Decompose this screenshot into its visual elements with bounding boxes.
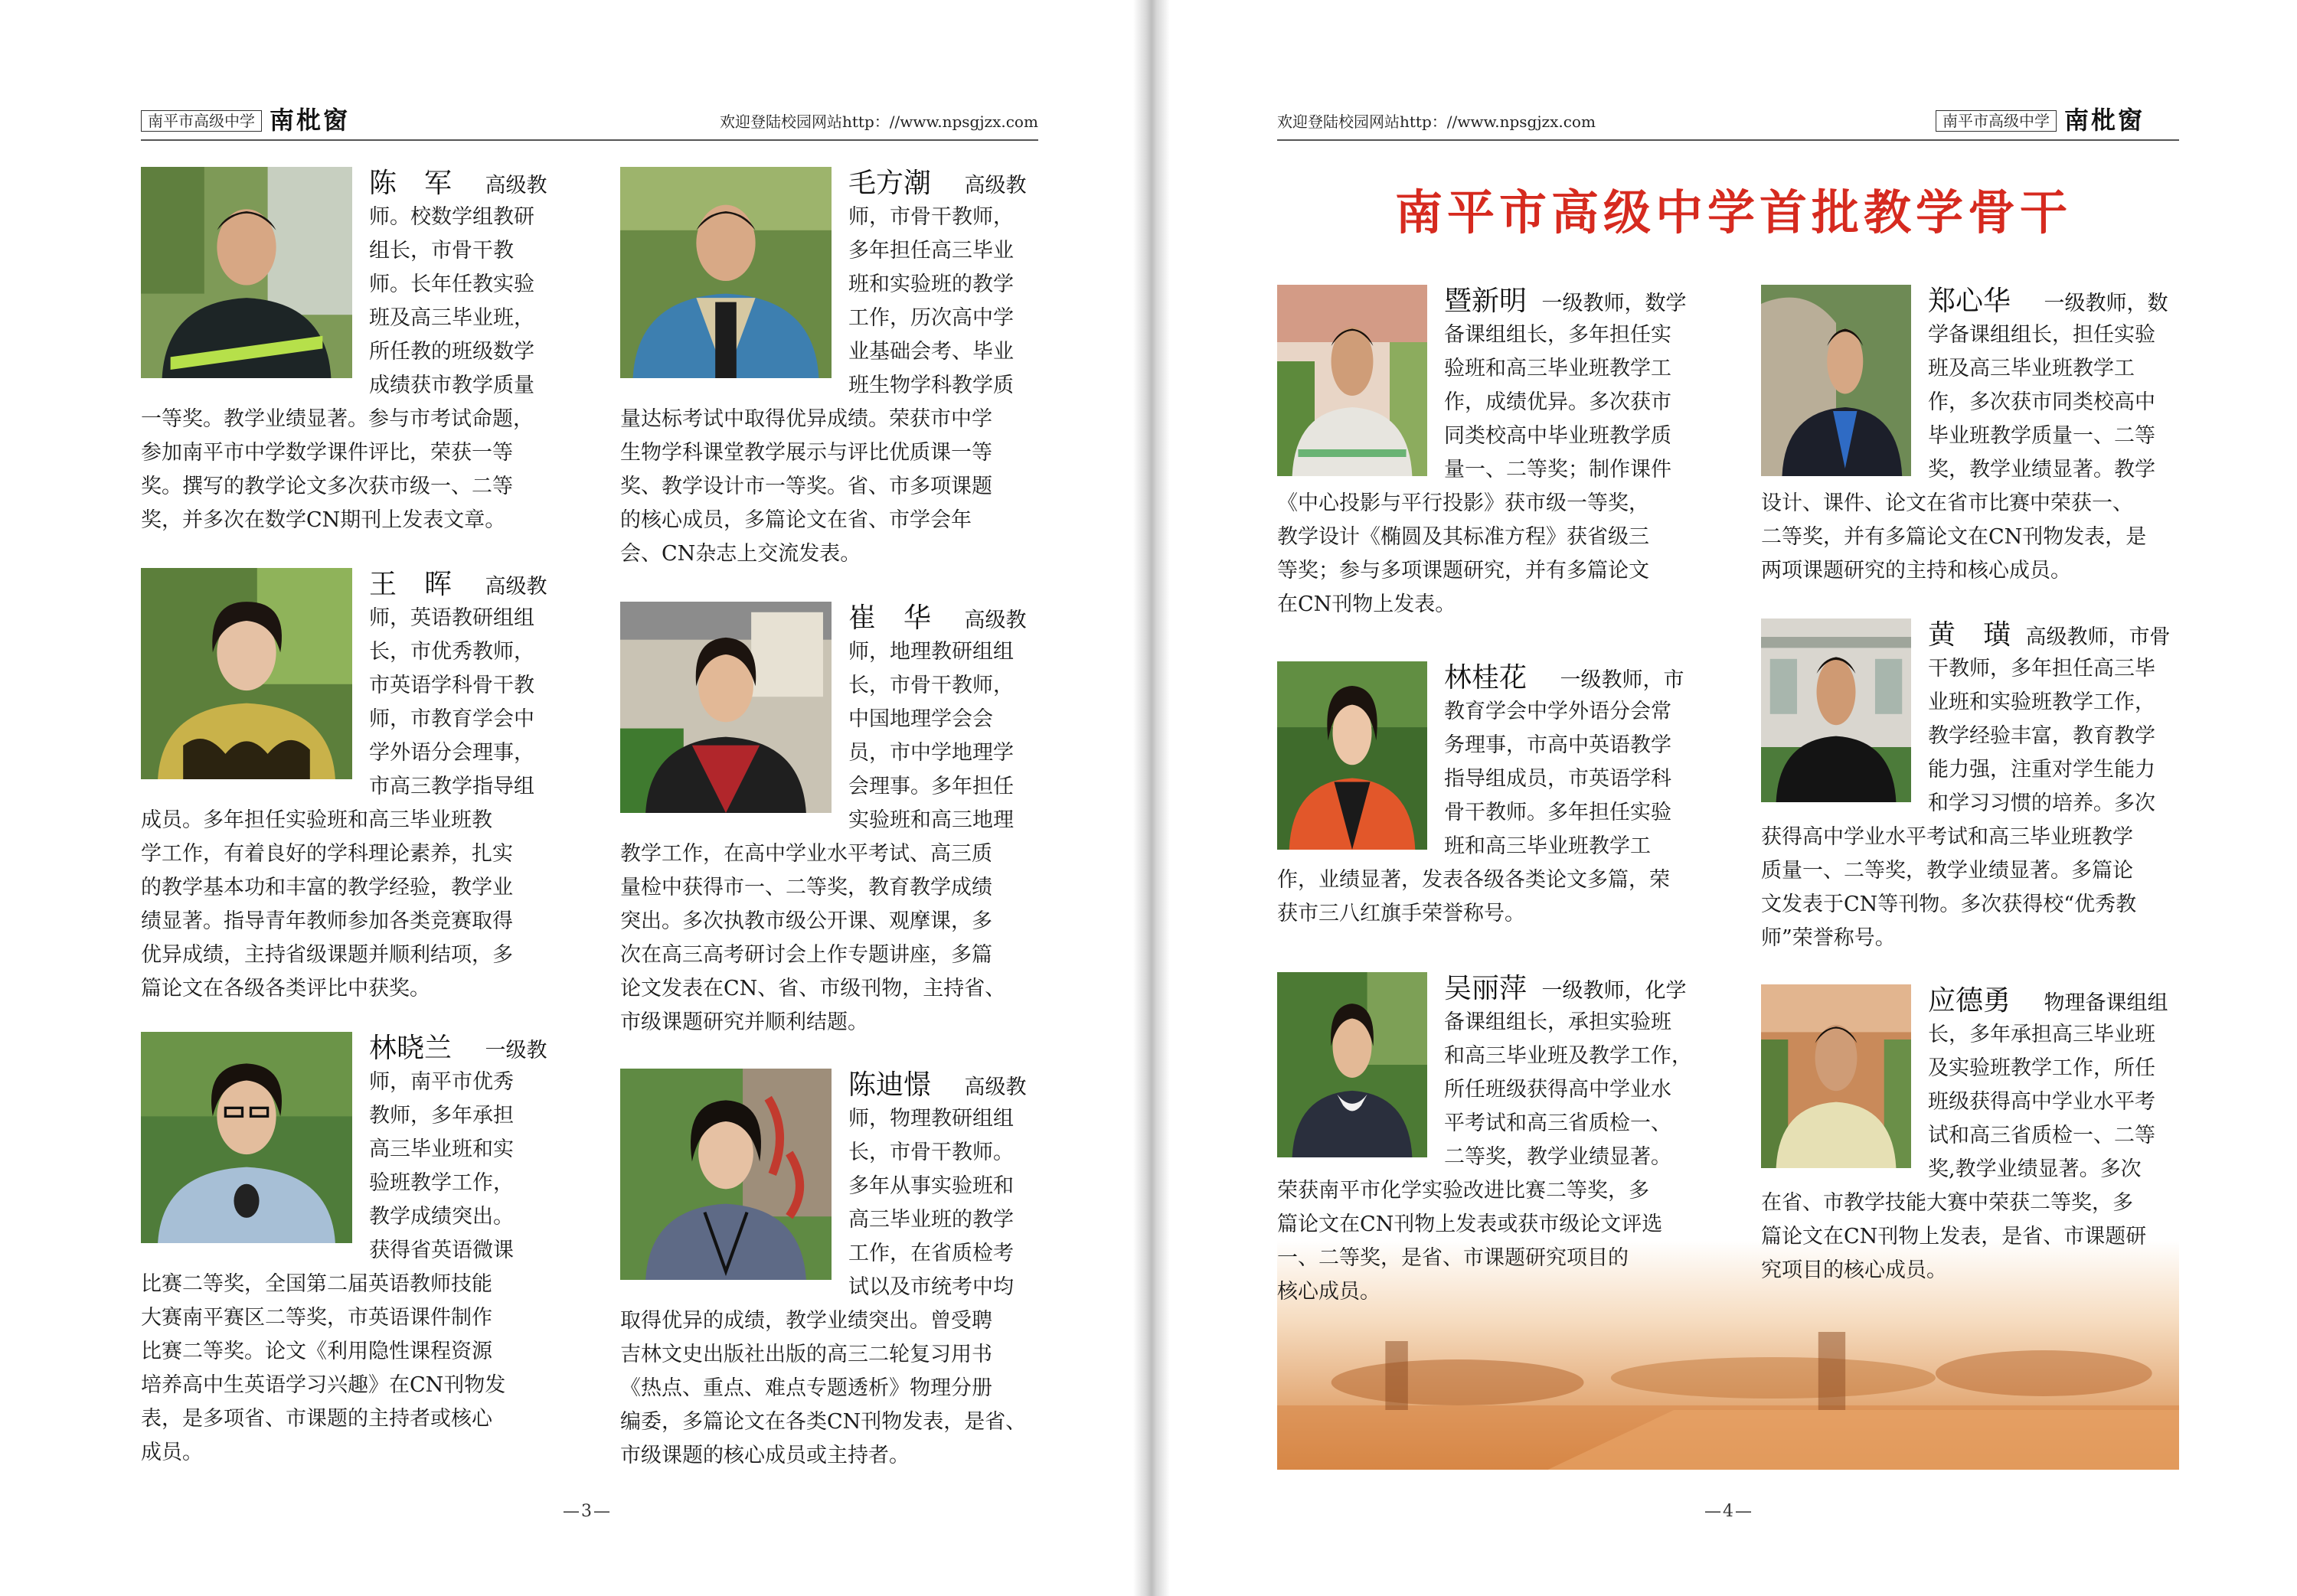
teacher-rank: 一级教师，数 <box>2044 292 2168 315</box>
left-header <box>0 107 1133 145</box>
profile-side-text: 学备课组组长，担任实验 班及高三毕业班教学工 作，多次获市同类校高中 毕业班教学质量一、二等 奖，教学业绩显著。教学 <box>1928 323 2155 481</box>
teacher-rank: 一级教师，数学 <box>1541 292 1687 315</box>
left-page <box>0 0 1133 1596</box>
profile-body-text: 设计、课件、论文在省市比赛中荣获一、 二等奖，并有多篇论文在CN刊物发表，是 两项课题研究的主持和核心成员。 <box>1761 491 2147 583</box>
profile-body-text: 教学工作，在高中学业水平考试、高三质 量检中获得市一、二等奖，教育教学成绩 突出。多次执教市级公开课、观摩课，多 次在高三高考研讨会上作专题讲座，多篇 论文发表在CN、省、市级刊物，主持省、 市级课题研究并顺利结题。 <box>620 842 1006 1034</box>
teacher-rank: 高级教 <box>485 575 547 599</box>
header-rule <box>141 139 1038 141</box>
website-url: 欢迎登陆校园网站http：//www.npsgjzx.com <box>1277 113 1596 131</box>
profile-side-text: 长，多年承担高三毕业班 及实验班教学工作，所任 班级获得高中学业水平考 试和高三省质检一、二等 奖,教学业绩显著。多次 <box>1928 1023 2155 1181</box>
teacher-name: 王 晖 <box>369 569 453 600</box>
teacher-rank: 一级教师，化学 <box>1541 979 1687 1003</box>
profile-body-text: 作，业绩显著，发表各级各类论文多篇，荣 获市三八红旗手荣誉称号。 <box>1277 868 1670 925</box>
brand-logo: 南枇窗 <box>270 106 351 135</box>
teacher-name: 黄 璜 <box>1928 619 2011 651</box>
teacher-name: 林桂花 <box>1444 662 1528 694</box>
profile-body-text: 《中心投影与平行投影》获市级一等奖， 教学设计《椭圆及其标准方程》获省级三 等奖；参与多项课题研究，并有多篇论文 在CN刊物上发表。 <box>1277 491 1649 616</box>
website-url: 欢迎登陆校园网站http：//www.npsgjzx.com <box>720 113 1038 131</box>
right-header <box>1170 107 2297 145</box>
profile-side-text: 备课组组长，承担实验班 和高三毕业班及教学工作， 所任班级获得高中学业水 平考试和高三省质检一、 二等奖，教学业绩显著。 <box>1444 1010 1692 1169</box>
header-rule <box>1277 139 2179 141</box>
profile-side-text: 师。校数学组教研 组长，市骨干教 师。长年任教实验 班及高三毕业班， 所任教的班级数学 成绩获市教学质量 <box>369 205 534 397</box>
profile-side-text: 干教师，多年担任高三毕 业班和实验班教学工作， 教学经验丰富，教育教学 能力强，注重对学生能力 和学习习惯的培养。多次 <box>1928 657 2155 815</box>
teacher-name: 郑心华 <box>1928 286 2011 317</box>
teacher-photo <box>141 568 352 779</box>
teacher-rank: 物理备课组组 <box>2044 991 2168 1015</box>
profile-side-text: 师，南平市优秀 教师，多年承担 高三毕业班和实 验班教学工作， 教学成绩突出。 获得省英语微课 <box>369 1070 514 1262</box>
teacher-name: 吴丽萍 <box>1444 973 1528 1004</box>
teacher-name: 应德勇 <box>1928 985 2011 1017</box>
teacher-photo <box>1761 285 1911 476</box>
profile-body-text: 量达标考试中取得优异成绩。荣获市中学 生物学科课堂教学展示与评比优质课一等 奖、教学设计市一等奖。省、市多项课题 的核心成员，多篇论文在省、市学会年 会、CN杂志上交流发表。 <box>620 407 992 566</box>
brand-logo: 南枇窗 <box>2064 106 2145 135</box>
teacher-rank: 高级教师，市骨 <box>2025 625 2171 649</box>
teacher-rank: 一级教师，市 <box>1560 668 1684 692</box>
school-name-box: 南平市高级中学 <box>141 110 262 132</box>
teacher-rank: 高级教 <box>964 609 1027 632</box>
teacher-photo <box>620 602 832 813</box>
teacher-photo <box>1761 618 1911 802</box>
teacher-rank: 高级教 <box>485 174 547 197</box>
teacher-photo <box>141 1032 352 1243</box>
school-name-box: 南平市高级中学 <box>1936 110 2057 132</box>
teacher-name: 暨新明 <box>1444 286 1528 317</box>
page-number: —4— <box>1704 1502 1753 1521</box>
profile-body-text: 成员。多年担任实验班和高三毕业班教 学工作，有着良好的学科理论素养，扎实 的教学基本功和丰富的教学经验，教学业 绩显著。指导青年教师参加各类竞赛取得 优异成绩，主持省级课题并顺利结项，多 篇论文在各级各类评比中获奖。 <box>141 808 513 1000</box>
profile-side-text: 师，物理教研组组 长，市骨干教师。 多年从事实验班和 高三毕业班的教学 工作，在省质检考 试以及市统考中均 <box>848 1107 1014 1299</box>
teacher-rank: 高级教 <box>964 1075 1027 1099</box>
profile-side-text: 师，市骨干教师， 多年担任高三毕业 班和实验班的教学 工作，历次高中学 业基础会考、毕业 班生物学科教学质 <box>848 205 1014 397</box>
teacher-photo <box>1277 972 1427 1157</box>
teacher-photo <box>1277 661 1427 850</box>
profile-body-text: 荣获南平市化学实验改进比赛二等奖，多 篇论文在CN刊物上发表或获市级论文评选 一、二等奖，是省、市课题研究项目的 核心成员。 <box>1277 1179 1663 1304</box>
profile-side-text: 师，英语教研组组 长，市优秀教师， 市英语学科骨干教 师，市教育学会中 学外语分会理事， 市高三教学指导组 <box>369 606 534 798</box>
teacher-name: 陈迪憬 <box>848 1069 932 1101</box>
teacher-rank: 一级教 <box>485 1039 547 1062</box>
teacher-photo <box>620 1069 832 1280</box>
profile-body-text: 获得高中学业水平考试和高三毕业班教学 质量一、二等奖，教学业绩显著。多篇论 文发表于CN等刊物。多次获得校“优秀教 师”荣誉称号。 <box>1761 825 2137 950</box>
teacher-photo <box>1277 285 1427 476</box>
profile-side-text: 教育学会中学外语分会常 务理事，市高中英语教学 指导组成员，市英语学科 骨干教师。多年担任实验 班和高三毕业班教学工 <box>1444 700 1671 858</box>
page-number: —3— <box>563 1502 612 1521</box>
profile-body-text: 一等奖。教学业绩显著。参与市考试命题， 参加南平市中学数学课件评比，荣获一等 奖。撰写的教学论文多次获市级一、二等 奖，并多次在数学CN期刊上发表文章。 <box>141 407 534 532</box>
page-gutter <box>1133 0 1170 1596</box>
teacher-name: 林晓兰 <box>369 1033 453 1064</box>
profile-body-text: 在省、市教学技能大赛中荣获二等奖，多 篇论文在CN刊物上发表，是省、市课题研 究项目的核心成员。 <box>1761 1191 2147 1282</box>
teacher-photo <box>620 167 832 378</box>
profile-side-text: 师，地理教研组组 长，市骨干教师， 中国地理学会会 员，市中学地理学 会理事。多年担任 实验班和高三地理 <box>848 640 1014 832</box>
teacher-photo <box>141 167 352 378</box>
page-title: 南平市高级中学首批教学骨干 <box>1394 184 2072 240</box>
teacher-name: 陈 军 <box>369 168 453 199</box>
profile-body-text: 取得优异的成绩，教学业绩突出。曾受聘 吉林文史出版社出版的高三二轮复习用书 《热点、重点、难点专题透析》物理分册 编委，多篇论文在各类CN刊物发表，是省、 市级课题的核心成员或主持者。 <box>620 1309 1027 1467</box>
teacher-photo <box>1761 984 1911 1168</box>
profile-body-text: 比赛二等奖，全国第二届英语教师技能 大赛南平赛区二等奖，市英语课件制作 比赛二等奖。论文《利用隐性课程资源 培养高中生英语学习兴趣》在CN刊物发 表，是多项省、市课题的主持者或核心 成员。 <box>141 1272 506 1464</box>
profile-side-text: 备课组组长，多年担任实 验班和高三毕业班教学工 作，成绩优异。多次获市 同类校高中毕业班教学质 量一、二等奖；制作课件 <box>1444 323 1671 481</box>
right-page <box>1170 0 2297 1596</box>
teacher-name: 崔 华 <box>848 602 932 634</box>
teacher-rank: 高级教 <box>964 174 1027 197</box>
teacher-name: 毛方潮 <box>848 168 932 199</box>
